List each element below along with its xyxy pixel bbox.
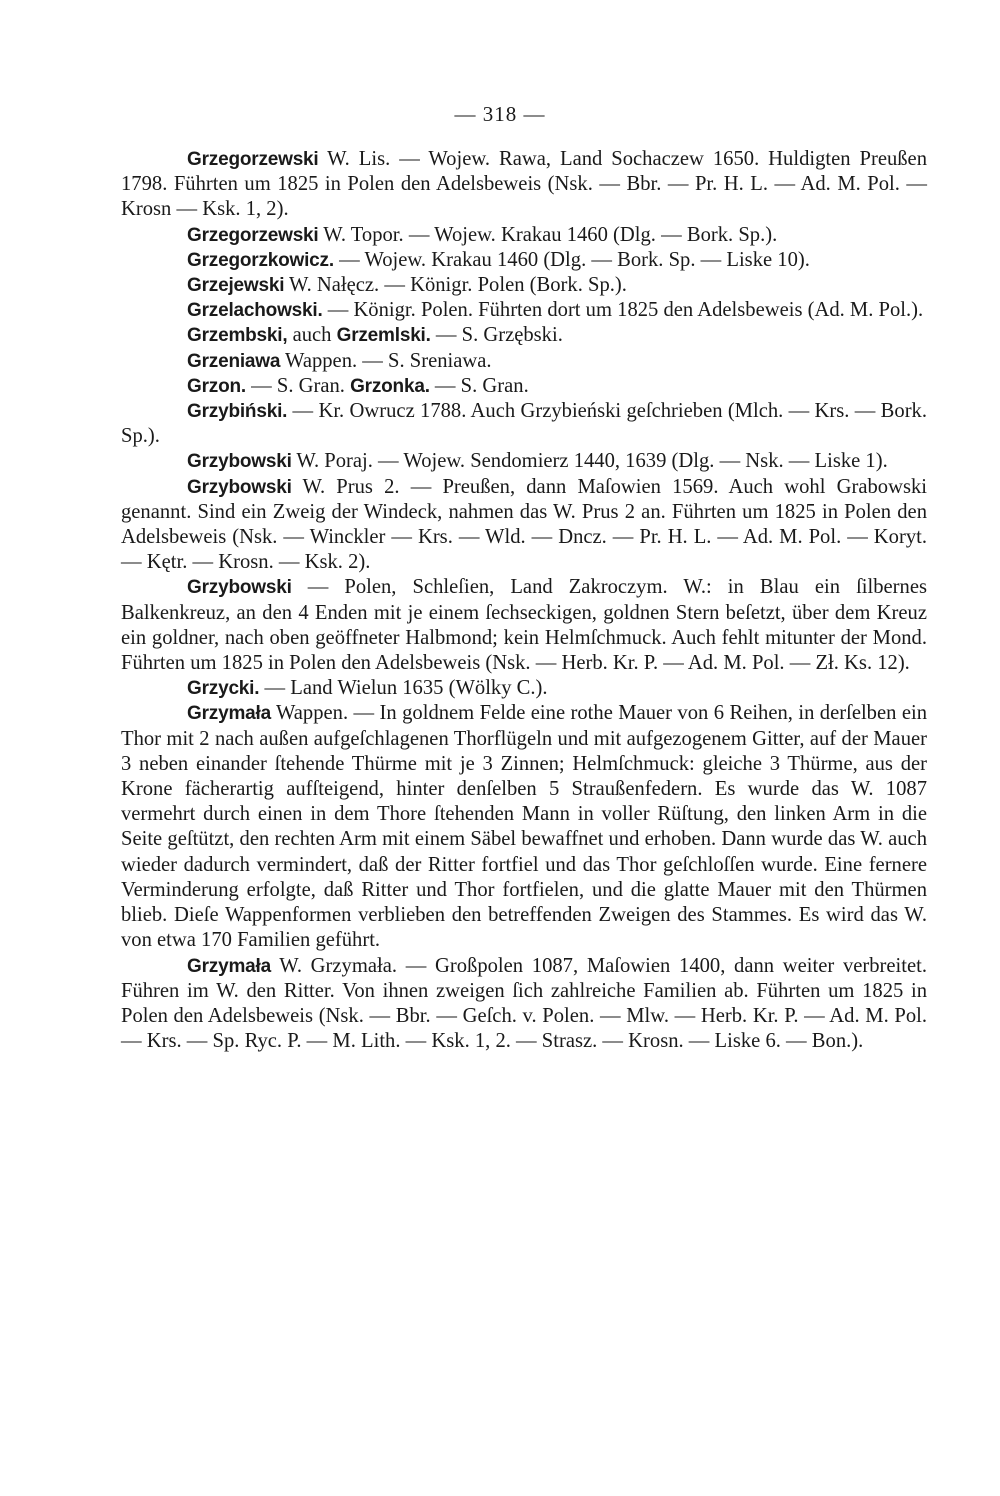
- entry-text: W. Poraj. — Wojew. Sendomierz 1440, 1639 (Dlg. — Nsk. — Liske 1).: [291, 450, 888, 473]
- entry: [121, 399, 927, 449]
- entry-headword: Grzegorzewski: [187, 149, 319, 170]
- entry-headword: Grzybowski: [187, 451, 292, 473]
- entry: [121, 475, 927, 576]
- entry-headword: Grzeniawa: [187, 350, 281, 372]
- entry: [121, 298, 927, 323]
- entry: [121, 323, 927, 348]
- entry-headword: Grzybowski: [187, 476, 292, 498]
- entry: [121, 147, 927, 223]
- entry-text: Wappen. — In goldnem Felde eine rothe Mauer von 6 Reihen, in derſelben ein Thor mit 2 nach außen aufgeſchlagenen Thorflügeln und mit aufgezogenem Gitter, auf der Mauer 3 neben einander ſtehende Thürme mit je 3 Zinnen; Helmſchmuck: gleiche 3 Thürme, aus der Krone fächerartig aufſteigend, hinter denſelben 5 Straußenfedern. Es wurde das W. 1087 vermehrt durch einen in dem Thore ſtehenden Mann in voller Rüſtung, den linken Arm in die Seite geſtützt, den rechten Arm mit einem Säbel bewaffnet und erhoben. Dann wurde das W. auch wieder dadurch vermindert, daß der Ritter fortfiel und das Thor geſchloſſen wurde. Eine fernere Verminderung erfolgte, daß Ritter und Thor fortfielen, und die glatte Mauer mit den Thürmen blieb. Dieſe Wappenformen verblieben den betreffenden Zweigen des Stammes. Es wird das W. von etwa 170 Familien geführt.: [121, 702, 927, 952]
- entry-text: Wappen. — S. Sreniawa.: [280, 349, 492, 372]
- entry-headword: Grzon.: [187, 375, 246, 397]
- entry-text: W. Nałęcz. — Königr. Polen (Bork. Sp.).: [284, 274, 627, 297]
- entry-headword: Grzybowski: [187, 577, 292, 599]
- entry-text: — Königr. Polen. Führten dort um 1825 den Adelsbeweis (Ad. M. Pol.).: [322, 299, 924, 322]
- entry: [121, 449, 927, 474]
- entry-text: — S. Gran.: [429, 374, 529, 397]
- entry-headword: Grzegorzkowicz.: [187, 249, 334, 271]
- entry-headword: Grzymała: [187, 703, 271, 725]
- entry: [121, 575, 927, 676]
- entry-text: W. Topor. — Wojew. Krakau 1460 (Dlg. — Bork. Sp.).: [318, 223, 778, 246]
- entry-text: W. Lis. — Wojew. Rawa, Land Sochaczew 1650. Huldigten Preußen 1798. Führten um 1825 in Polen den Adelsbeweis (Nsk. — Bbr. — Pr. H. L. — Ad. M. Pol. — Krosn — Ksk. 1, 2).: [121, 148, 927, 221]
- entry: [121, 349, 927, 374]
- entry-text: — S. Grzębski.: [430, 324, 563, 347]
- entry-text: W. Prus 2. — Preußen, dann Maſowien 1569. Auch wohl Grabowski genannt. Sind ein Zweig der Windeck, nahmen das W. Prus 2 an. Führten um 1825 in Polen den Adelsbeweis (Nsk. — Winckler — Krs. — Wld. — Dncz. — Pr. H. L. — Ad. M. Pol. — Koryt. — Kętr. — Krosn. — Ksk. 2).: [121, 475, 927, 574]
- entry-text: auch: [287, 324, 337, 347]
- entry-text: — Polen, Schleſien, Land Zakroczym. W.: in Blau ein ſilbernes Balkenkreuz, an den 4 Enden mit je einem ſechseckigen, goldnen Stern beſetzt, über dem Kreuz ein goldner, nach oben geöffneter Halbmond; kein Helmſchmuck. Auch fehlt mitunter der Mond. Führten um 1825 in Polen den Adelsbeweis (Nsk. — Herb. Kr. P. — Ad. M. Pol. — Zł. Ks. 12).: [121, 576, 927, 675]
- entry-text: — S. Gran.: [245, 374, 351, 397]
- entry: [121, 273, 927, 298]
- entry: [121, 701, 927, 953]
- entry-headword: Grzybiński.: [187, 401, 288, 423]
- entry-headword: Grzycki.: [187, 678, 260, 700]
- entry-headword: Grzelachowski.: [187, 300, 323, 322]
- entry-headword: Grzemlski.: [336, 325, 431, 347]
- entry-headword: Grzegorzewski: [187, 224, 319, 246]
- entry-text: — Wojew. Krakau 1460 (Dlg. — Bork. Sp. — Liske 10).: [333, 248, 810, 271]
- entry-list: [121, 147, 927, 1054]
- page-number: — 318 —: [454, 102, 546, 126]
- entry: [121, 676, 927, 701]
- entry-text: W. Grzymała. — Großpolen 1087, Maſowien 1400, dann weiter verbreitet. Führen im W. den Ritter. Von ihnen zweigen ſich zahlreiche Familien ab. Führten um 1825 in Polen den Adelsbeweis (Nsk. — Bbr. — Geſch. v. Polen. — Mlw. — Herb. Kr. P. — Ad. M. Pol. — Krs. — Sp. Ryc. P. — M. Lith. — Ksk. 1, 2. — Strasz. — Krosn. — Liske 6. — Bon.).: [121, 954, 927, 1053]
- entry-headword: Grzonka.: [350, 375, 430, 397]
- entry: [121, 248, 927, 273]
- entry-text: — Kr. Owrucz 1788. Auch Grzybieński geſchrieben (Mlch. — Krs. — Bork. Sp.).: [121, 400, 927, 448]
- entry-headword: Grzembski,: [187, 325, 288, 347]
- entry-headword: Grzejewski: [187, 275, 285, 297]
- entry: [121, 374, 927, 399]
- entry: [121, 954, 927, 1055]
- entry: [121, 223, 927, 248]
- entry-text: — Land Wielun 1635 (Wölky C.).: [259, 677, 548, 700]
- entry-headword: Grzymała: [187, 955, 271, 977]
